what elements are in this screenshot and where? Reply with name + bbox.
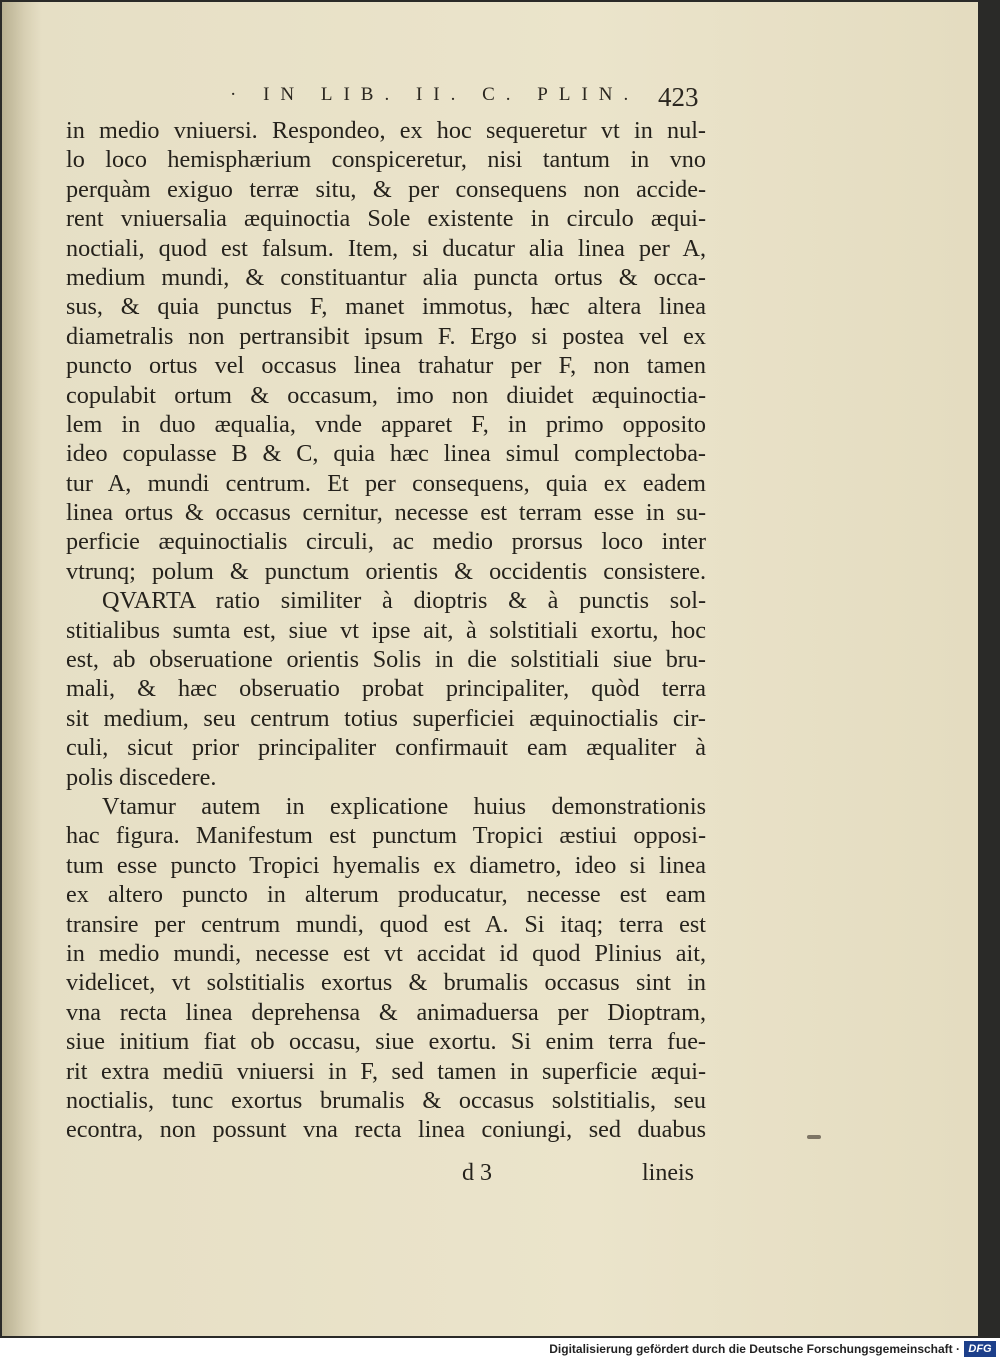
text-line: perficie æquinoctialis circuli, ac medio prorsus loco inter [66, 528, 706, 556]
text-line: hac figura. Manifestum est punctum Tropici æstiui opposi- [66, 822, 706, 850]
text-line: ex altero puncto in alterum producatur, necesse est eam [66, 881, 706, 909]
text-line: tur A, mundi centrum. Et per consequens, quia ex eadem [66, 469, 706, 497]
text-line: diametralis non pertransibit ipsum F. Ergo si postea vel ex [66, 322, 706, 350]
text-line: noctialis, tunc exortus brumalis & occasus solstitialis, seu [66, 1086, 706, 1114]
page-footer [66, 1160, 706, 1190]
text-line: vna recta linea deprehensa & animaduersa per Dioptram, [66, 998, 706, 1026]
text-line: ideo copulasse B & C, quia hæc linea simul complectoba- [66, 440, 706, 468]
text-line: in medio vniuersi. Respondeo, ex hoc sequeretur vt in nul- [66, 117, 706, 144]
text-line: perquàm exiguo terræ situ, & per consequens non accide- [66, 175, 706, 203]
text-line: lo loco hemisphærium conspiceretur, nisi tantum in vno [66, 146, 706, 174]
book-page [2, 2, 978, 1336]
text-line: siue initium fiat ob occasu, siue exortu. Si enim terra fue- [66, 1028, 706, 1056]
text-line: linea ortus & occasus cernitur, necesse est terram esse in su- [66, 499, 706, 527]
page-gutter-shadow [2, 2, 42, 1336]
text-line: videlicet, vt solstitialis exortus & brumalis occasus sint in [66, 969, 706, 997]
catchword: lineis [642, 1160, 694, 1186]
body-text [66, 116, 706, 1145]
page-number: 423 [658, 82, 699, 112]
text-line: copulabit ortum & occasum, imo non diuidet æquinoctia- [66, 381, 706, 409]
text-line: lem in duo æqualia, vnde apparet F, in primo opposito [66, 410, 706, 438]
text-line: in medio mundi, necesse est vt accidat id quod Plinius ait, [66, 939, 706, 967]
text-line: Vtamur autem in explicatione huius demonstrationis [102, 792, 706, 820]
text-line: culi, sicut prior principaliter confirmauit eam æqualiter à [66, 734, 706, 762]
text-line: tum esse puncto Tropici hyemalis ex diametro, ideo si linea [66, 851, 706, 879]
text-line: polis discedere. [66, 763, 217, 791]
text-line: puncto ortus vel occasus linea trahatur per F, non tamen [66, 352, 706, 380]
text-line: rent vniuersalia æquinoctia Sole existente in circulo æqui- [66, 205, 706, 233]
dfg-logo-icon: DFG [964, 1341, 996, 1357]
text-line: sit medium, seu centrum totius superficiei æquinoctialis cir- [66, 704, 706, 732]
text-line: stitialibus sumta est, siue vt ipse ait, à solstitiali exortu, hoc [66, 616, 706, 644]
text-line: vtrunq; polum & punctum orientis & occidentis consistere. [66, 557, 706, 585]
text-line: econtra, non possunt vna recta linea coniungi, sed duabus [66, 1116, 706, 1144]
text-line: QVARTA ratio similiter à dioptris & à punctis sol- [102, 587, 706, 615]
digitization-credit: Digitalisierung gefördert durch die Deutsche Forschungsgemeinschaft · [549, 1342, 960, 1356]
text-line: sus, & quia punctus F, manet immotus, hæc altera linea [66, 293, 706, 321]
running-head: · IN LIB. II. C. PLIN. [230, 84, 640, 105]
text-line: transire per centrum mundi, quod est A. Si itaq; terra est [66, 910, 706, 938]
text-line: medium mundi, & constituantur alia puncta ortus & occa- [66, 263, 706, 291]
text-line: rit extra mediū vniuersi in F, sed tamen in superficie æqui- [66, 1057, 706, 1085]
text-line: est, ab obseruatione orientis Solis in die solstitiali siue bru- [66, 646, 706, 674]
signature-mark: d 3 [462, 1160, 492, 1186]
credit-bar [0, 1338, 1000, 1362]
text-line: noctiali, quod est falsum. Item, si ducatur alia linea per A, [66, 234, 706, 262]
ink-smudge [807, 1135, 821, 1139]
text-line: mali, & hæc obseruatio probat principaliter, quòd terra [66, 675, 706, 703]
